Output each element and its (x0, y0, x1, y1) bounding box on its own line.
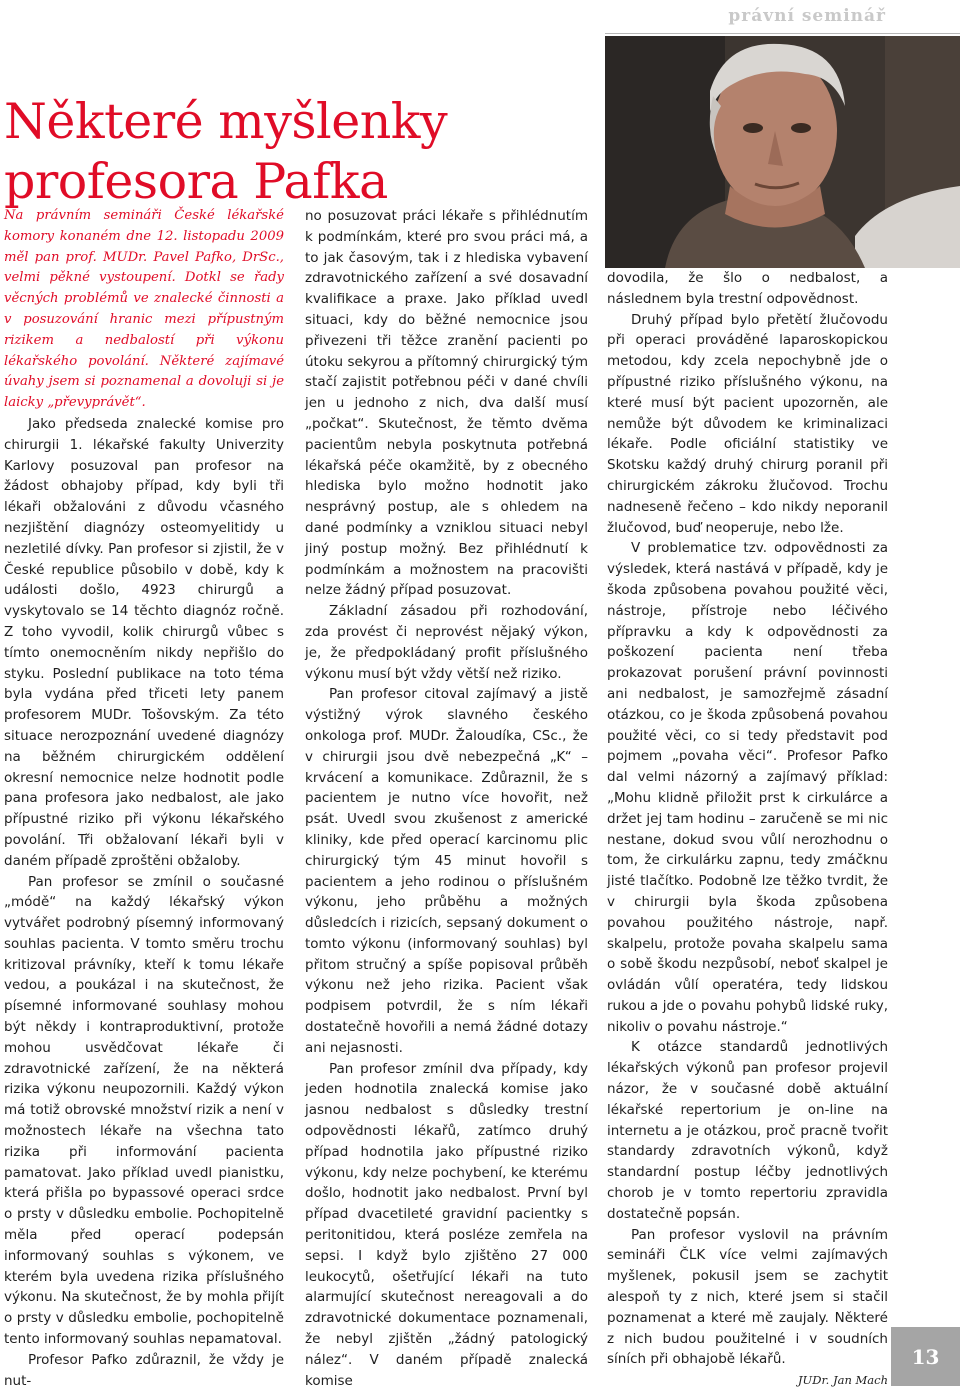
paragraph: no posuzovat práci lékaře s přihlédnutím k podmínkám, které pro svou práci má, a to jak časovým, tak i z hlediska vybavení zdravotnického zařízení a své dosavadní kvalifikace a praxe. Jako příklad uvedl situaci, kdy do běžné nemocnice jsou přivezeni tři těžce zranění pacienti po útoku sekyrou a přítomný chirurgický tým stačí zajistit potřebnou péči v dané chvíli jen u jednoho z nich, dva další musí „počkat“. Skutečnost, že těmto dvěma pacientům nebyla poskytnuta potřebná lékařská péče okamžitě, by z obecného hlediska bylo možno hodnotit jako nesprávný postup, ale s ohledem na dané podmínky a vzniklou situaci nebyl jiný postup možný. Bez přihlédnutí k podmínkám a možnostem na pracovišti nelze žádný případ posuzovat. (305, 208, 588, 599)
column-3 (607, 268, 888, 1391)
paragraph: Druhý případ bylo přetětí žlučovodu při operaci prováděné laparoskopickou metodou, kdy zcela nepochybně jde o přípustné riziko příslušného výkonu, na které musí být pacient upozorněn, ale nemůže být důvodem ke kriminalizaci lékaře. Podle oficiální statistiky ve Skotsku každý druhý chirurg poranil při chirurgickém zákroku žlučovod. Trochu nadneseně řečeno – kdo nikdy neporanil žlučovod, buď neoperuje, nebo lže. (607, 311, 888, 536)
paragraph: dovodila, že šlo o nedbalost, a následnem byla trestní odpovědnost. (607, 270, 888, 307)
paragraph: K otázce standardů jednotlivých lékařských výkonů pan profesor projevil názor, že v současné době aktuální lékařské repertorium je on-line na internetu a je otázkou, proč pracně tvořit standardy zdravotních výkonů, když standardní postup léčby jednotlivých chorob je v tomto repertoriu zpravidla dostatečně popsán. (607, 1039, 888, 1222)
header-rule (605, 33, 960, 34)
column-2 (305, 206, 588, 1391)
page-header (0, 0, 960, 34)
lead-paragraph: Na právním semináři České lékařské komory konaném dne 12. listopadu 2009 měl pan prof. MUDr. Pavel Pafko, DrSc., velmi pěkné vystoupení. Dotkl se řady věcných problémů ve znalecké činnosti a v posuzování hranic mezi přípustným rizikem a nedbalostí při výkonu lékařského povolání. Některé zajímavé úvahy jsem si poznamenal a dovoluji si je laicky „převyprávět“. (4, 208, 284, 411)
paragraph: Pan profesor zmínil dva případy, kdy jeden hodnotila znalecká komise jako jasnou nedbalost s důsledky trestní odpovědnosti lékařů, zatímco druhý případ hodnotila jako přípustné riziko výkonu, kdy nelze pochybení, ke kterému došlo, hodnotit jako nedbalost. První byl případ dvacetileté gravidní pacientky s peritonitidou, která posléze zemřela na sepsi. I když bylo zjištěno 27 000 leukocytů, ošetřující lékaři na tuto alarmující skutečnost nereagovali a do zdravotnické dokumentace poznamenali, že nebyl zjištěn „žádný patologický nález“. V daném případě znalecká komise (305, 1060, 588, 1389)
paragraph: Jako předseda znalecké komise pro chirurgii 1. lékařské fakulty Univerzity Karlovy posuzoval pan profesor na žádost obhajoby případ, kdy byli tři lékaři obžalováni z důvodu včasného nezjištění diagnózy osteomyelitidy u nezletilé dívky. Pan profesor si zjistil, že v České republice působilo v době, kdy k události došlo, 4923 chirurgů a vyskytovalo se 14 těchto diagnóz ročně. Z toho vyvodil, kolik chirurgů vůbec s tímto onemocněním nikdy nepřišlo do styku. Poslední publikace na toto téma byla vydána před třiceti lety panem profesorem MUDr. Tošovským. Za této situace nerozpoznání uvedené diagnózy na běžném chirurgickém oddělení okresní nemocnice nelze hodnotit podle pana profesora jako nedbalost, ale jako přípustné riziko při výkonu lékařského povolání. Tři obžalovaní lékaři byli v daném případě zproštěni obžaloby. (4, 415, 284, 869)
portrait-image (605, 36, 960, 268)
paragraph: Profesor Pafko zdůraznil, že vždy je nut- (4, 1351, 284, 1389)
page-number: 13 (891, 1327, 960, 1386)
author-photo (605, 36, 960, 268)
article-title: Některé myšlenky profesora Pafka (4, 93, 448, 210)
column-1 (4, 206, 284, 1391)
paragraph: Pan profesor vyslovil na právním semináři ČLK více velmi zajímavých myšlenek, pokusil jsem se zachytit alespoň ty z nich, které jsem si stačil poznamenat a které mě zaujaly. Některé z nich budou použitelné i v soudních síních při obhajobě lékařů. (607, 1226, 888, 1368)
section-label: právní seminář (728, 6, 886, 26)
paragraph: Základní zásadou při rozhodování, zda provést či neprovést nějaký výkon, je, že předpokládaný profit příslušného výkonu musí být vždy větší než riziko. (305, 603, 588, 682)
paragraph: V problematice tzv. odpovědnosti za výsledek, která nastává v případě, kdy je škoda způsobena povahou použité věci, nástroje, přístroje nebo léčivého přípravku a kdy k odpovědnosti za poškození pacienta není třeba prokazovat porušení právní povinnosti ani nedbalost, je samozřejmě zásadní otázkou, co je škoda způsobená povahou použité věci, co si tedy představit pod pojmem „povaha věci“. Profesor Pafko dal velmi názorný a zajímavý příklad: „Mohu klidně přiložit prst k cirkulárce a držet jej tam hodinu – zaručeně se mi nic nestane, dokud svou vůlí nerozhodnu o tom, že cirkulárku zapnu, tedy zmáčknu jisté tlačítko. Podobně lze těžko tvrdit, že v chirurgii byla škoda způsobena povahou použitého nástroje, např. skalpelu, protože povaha skalpelu sama o sobě škodu nezpůsobí, neboť skalpel je ovládán vůlí operatéra, tedy lidskou rukou a jde o povahu pohybů lidské ruky, nikoliv o povahu nástroje.“ (607, 540, 888, 1035)
paragraph: Pan profesor se zmínil o současné „módě“ na každý lékařský výkon vytvářet podrobný písemný informovaný souhlas pacienta. V tomto směru trochu kritizoval právníky, kteří k tomu lékaře vedou, a poukázal i na skutečnost, že písemné informované souhlasy mohou být někdy i kontraproduktivní, protože mohou usvědčovat lékaře či zdravotnické zařízení, že na některá rizika výkonu neupozornili. Každý výkon má totiž obrovské množství rizik a není v možnostech lékaře na všechna tato rizika při informování pacienta pamatovat. Jako příklad uvedl pianistku, která přišla po bypassové operaci srdce o prsty v důsledku embolie. Pochopitelně měla před operací podepsán informovaný souhlas s výkonem, ve kterém byla uvedena rizika příslušného výkonu. Na skutečnost, že by mohla přijít o prsty v důsledku embolie, pochopitelně tento informovaný souhlas nepamatoval. (4, 873, 284, 1348)
paragraph: Pan profesor citoval zajímavý a jistě výstižný výrok slavného českého onkologa prof. MUDr. Žaloudíka, CSc., že v chirurgii jsou dvě nebezpečná „K“ – krvácení a komunikace. Zdůraznil, že s pacientem je nutno více hovořit, než psát. Uvedl svou zkušenost z americké kliniky, kde před operací karcinomu plic chirurgický tým 45 minut hovořil s pacientem a jeho rodinou o příslušném výkonu, jeho průběhu a možných důsledcích i rizicích, sepsaný dokument o tomto výkonu (informovaný souhlas) byl přitom stručný a spíše popisoval průběh výkonu než jeho rizika. Pacient však podpisem potvrdil, že s ním lékaři dostatečně hovořili a nemá žádné dotazy ani nejasnosti. (305, 686, 588, 1056)
author-signature: JUDr. Jan Mach (797, 1373, 888, 1388)
